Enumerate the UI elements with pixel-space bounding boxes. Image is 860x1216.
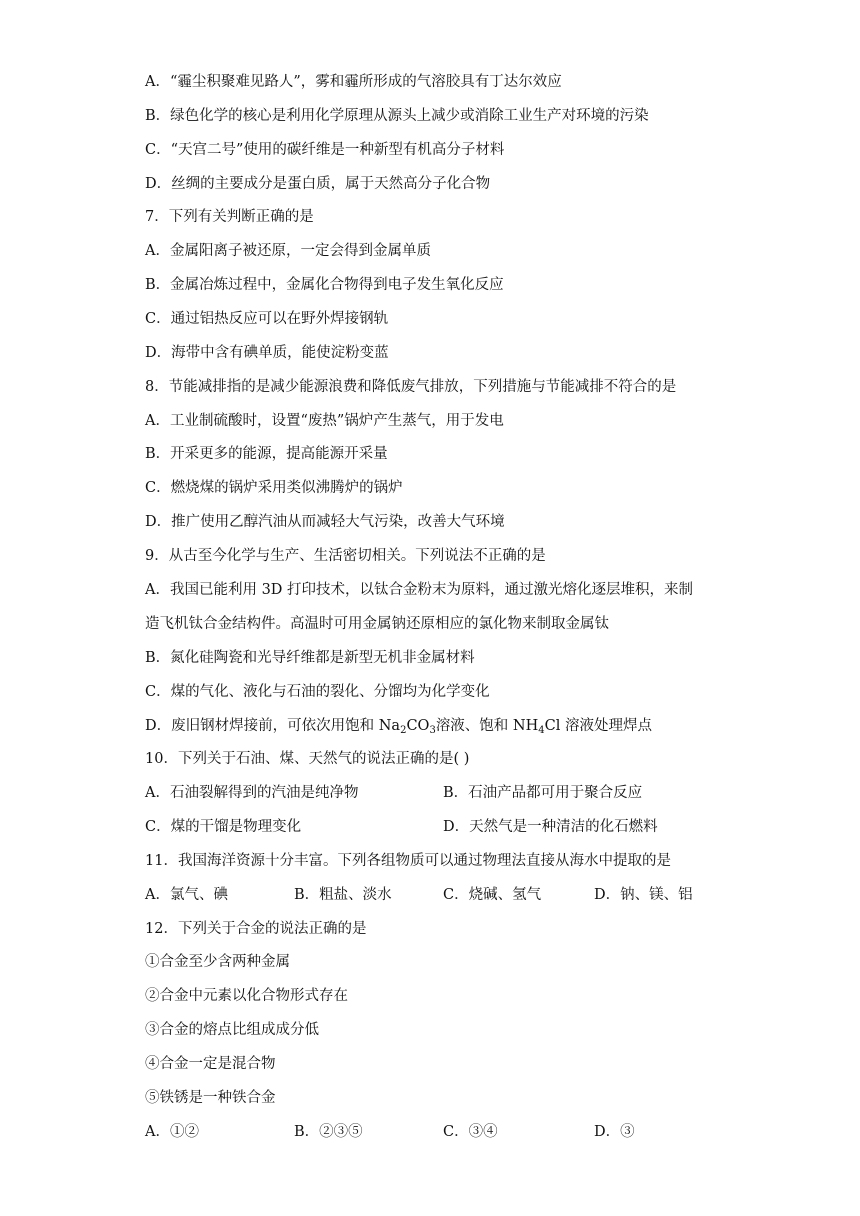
- q10-options-row1: [145, 783, 745, 803]
- q11-option-a: A．氯气、碘: [145, 887, 228, 903]
- q12-item-1: ①合金至少含两种金属: [145, 954, 290, 970]
- q9-option-d: [145, 716, 652, 736]
- q6-option-a: A．“霾尘积聚难见路人”，雾和霾所形成的气溶胶具有丁达尔效应: [145, 74, 562, 90]
- q9-option-d-part2: CO: [406, 718, 430, 734]
- q6-option-b: B．绿色化学的核心是利用化学原理从源头上减少或消除工业生产对环境的污染: [145, 108, 649, 124]
- q10-stem: 10．下列关于石油、煤、天然气的说法正确的是( ): [145, 751, 470, 767]
- q7-option-c: C．通过铝热反应可以在野外焊接钢轨: [145, 311, 389, 327]
- q12-option-b: B．②③⑤: [294, 1124, 363, 1140]
- q9-stem: 9．从古至今化学与生产、生活密切相关。下列说法不正确的是: [145, 548, 546, 564]
- q12-stem: 12．下列关于合金的说法正确的是: [145, 921, 367, 937]
- q9-option-d-sub1: 2: [400, 725, 407, 736]
- q9-option-a-line2: 造飞机钛合金结构件。高温时可用金属钠还原相应的氯化物来制取金属钛: [145, 616, 609, 632]
- q6-option-c: C．“天宫二号”使用的碳纤维是一种新型有机高分子材料: [145, 142, 505, 158]
- q12-options-row: [145, 1122, 745, 1142]
- q7-option-a: A．金属阳离子被还原，一定会得到金属单质: [145, 243, 431, 259]
- q10-option-a: A．石油裂解得到的汽油是纯净物: [145, 785, 359, 801]
- q7-option-d: D．海带中含有碘单质，能使淀粉变蓝: [145, 345, 389, 361]
- q9-option-d-sub2: 3: [429, 725, 436, 736]
- q12-option-d: D．③: [594, 1124, 635, 1140]
- q10-option-c: C．煤的干馏是物理变化: [145, 819, 302, 835]
- q8-option-d: D．推广使用乙醇汽油从而减轻大气污染，改善大气环境: [145, 514, 505, 530]
- q10-options-row2: [145, 817, 745, 837]
- q11-option-b: B．粗盐、淡水: [294, 887, 392, 903]
- q12-item-2: ②合金中元素以化合物形式存在: [145, 988, 348, 1004]
- q10-option-d: D．天然气是一种清洁的化石燃料: [443, 819, 658, 835]
- q8-option-c: C．燃烧煤的锅炉采用类似沸腾炉的锅炉: [145, 480, 403, 496]
- q12-item-3: ③合金的熔点比组成成分低: [145, 1022, 319, 1038]
- q11-option-c: C．烧碱、氢气: [443, 887, 542, 903]
- q7-option-b: B．金属冶炼过程中，金属化合物得到电子发生氧化反应: [145, 277, 504, 293]
- q9-option-d-part3: 溶液、饱和 NH: [435, 718, 539, 734]
- q11-stem: 11．我国海洋资源十分丰富。下列各组物质可以通过物理法直接从海水中提取的是: [145, 853, 671, 869]
- q10-option-b: B．石油产品都可用于聚合反应: [443, 785, 643, 801]
- q9-option-c: C．煤的气化、液化与石油的裂化、分馏均为化学变化: [145, 684, 490, 700]
- q9-option-a-line1: A．我国已能利用 3D 打印技术，以钛合金粉末为原料，通过激光熔化逐层堆积，来制: [145, 582, 694, 598]
- q7-stem: 7．下列有关判断正确的是: [145, 209, 314, 225]
- q9-option-d-part4: Cl 溶液处理焊点: [544, 718, 652, 734]
- q12-option-c: C．③④: [443, 1124, 498, 1140]
- q11-option-d: D．钠、镁、铝: [594, 887, 693, 903]
- q12-option-a: A．①②: [145, 1124, 199, 1140]
- q12-item-5: ⑤铁锈是一种铁合金: [145, 1090, 276, 1106]
- q8-option-b: B．开采更多的能源，提高能源开采量: [145, 446, 388, 462]
- q6-option-d: D．丝绸的主要成分是蛋白质，属于天然高分子化合物: [145, 176, 491, 192]
- q9-option-d-sub3: 4: [538, 725, 545, 736]
- q11-options-row: [145, 885, 745, 905]
- q8-option-a: A．工业制硫酸时，设置“废热”锅炉产生蒸气，用于发电: [145, 413, 504, 429]
- q8-stem: 8．节能减排指的是减少能源浪费和降低废气排放，下列措施与节能减排不符合的是: [145, 379, 677, 395]
- q9-option-b: B．氮化硅陶瓷和光导纤维都是新型无机非金属材料: [145, 650, 475, 666]
- q9-option-d-part1: D．废旧钢材焊接前，可依次用饱和 Na: [145, 718, 401, 734]
- q12-item-4: ④合金一定是混合物: [145, 1056, 276, 1072]
